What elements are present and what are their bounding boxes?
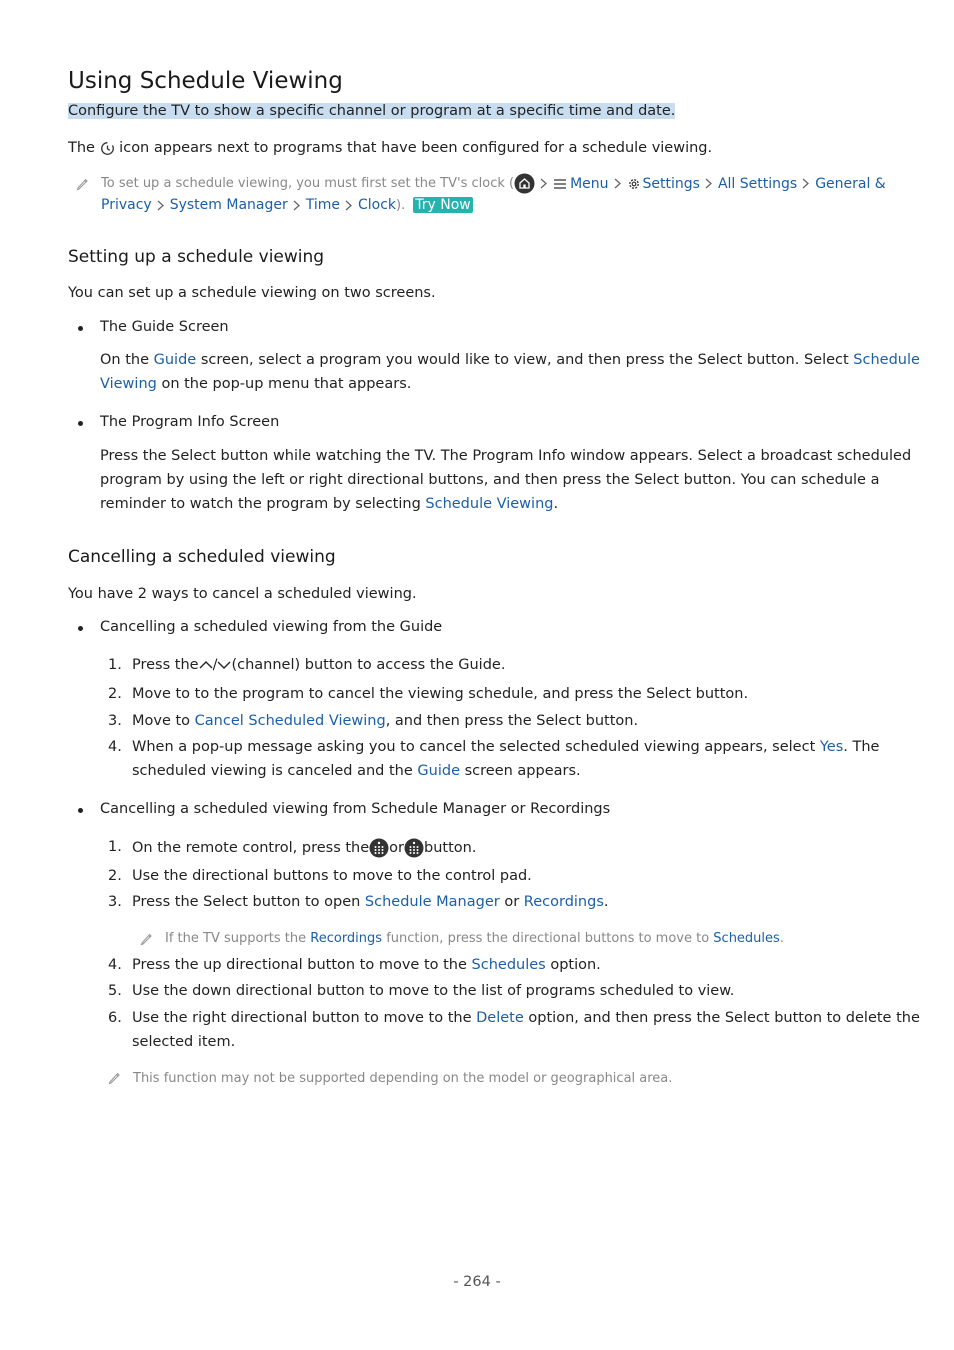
paragraph-line: Viewing on the pop-up menu that appears.: [100, 376, 412, 392]
recordings-link[interactable]: Recordings: [310, 931, 383, 946]
home-icon: [514, 173, 535, 194]
try-now-button[interactable]: Try Now: [415, 197, 471, 213]
guide-link[interactable]: Guide: [153, 352, 197, 368]
delete-link[interactable]: Delete: [476, 1010, 524, 1026]
bullet-dot: [78, 326, 83, 331]
step-number: 2.: [108, 868, 122, 884]
page-title: Using Schedule Viewing: [68, 68, 343, 94]
step-text: scheduled viewing is canceled and the Guide screen appears.: [132, 763, 581, 779]
step-text: On the remote control, press the or button.: [132, 840, 477, 856]
chevron-right-icon: [611, 178, 625, 189]
paragraph-line: reminder to watch the program by selecting Schedule Viewing.: [100, 496, 559, 512]
chevron-right-icon: [799, 178, 813, 189]
note-clock-path: To set up a schedule viewing, you must first set the TV's clock ( Menu Settings All Settings General &: [101, 173, 886, 194]
schedule-viewing-link[interactable]: Schedule Viewing: [425, 496, 554, 512]
clock-link[interactable]: Clock: [358, 197, 397, 213]
paragraph-line: program by using the left or right directional buttons, and then press the Select button. You can schedule a: [100, 472, 880, 488]
chevron-right-icon: [342, 200, 356, 211]
bullet-dot: [78, 421, 83, 426]
yes-link[interactable]: Yes: [819, 739, 844, 755]
remote-number-button-icon: [404, 838, 424, 858]
section-intro: You can set up a schedule viewing on two screens.: [68, 285, 436, 301]
step-text: Press the / (channel) button to access the Guide.: [132, 657, 506, 673]
bullet-title-from-guide: Cancelling a scheduled viewing from the Guide: [100, 619, 443, 635]
page-number: - 264 -: [453, 1274, 501, 1290]
guide-link[interactable]: Guide: [417, 763, 460, 779]
paragraph-line: On the Guide screen, select a program you would like to view, and then press the Select button. Select Schedule: [100, 352, 920, 368]
channel-down-icon: [217, 660, 231, 670]
step-number: 3.: [108, 894, 122, 910]
menu-icon: [553, 178, 567, 190]
schedule-clock-icon: [100, 141, 115, 156]
step-number: 1.: [108, 657, 122, 673]
cancel-scheduled-viewing-link[interactable]: Cancel Scheduled Viewing: [194, 713, 386, 729]
bullet-dot: [78, 626, 83, 631]
availability-note: This function may not be supported depending on the model or geographical area.: [133, 1071, 673, 1086]
step-number: 3.: [108, 713, 122, 729]
section-heading-setup: Setting up a schedule viewing: [68, 247, 325, 267]
recordings-link[interactable]: Recordings: [523, 894, 604, 910]
menu-link[interactable]: Menu: [570, 175, 609, 192]
pencil-note-icon: [139, 932, 153, 946]
step-number: 4.: [108, 739, 122, 755]
step-number: 1.: [108, 839, 122, 855]
section-intro: You have 2 ways to cancel a scheduled viewing.: [68, 586, 417, 602]
step-text: Use the right directional button to move to the Delete option, and then press the Select button to delete the: [132, 1010, 920, 1026]
schedule-viewing-link[interactable]: Viewing: [100, 376, 157, 392]
step-text: Move to Cancel Scheduled Viewing, and then press the Select button.: [132, 713, 639, 729]
remote-number-button-icon: [369, 838, 389, 858]
paragraph-line: Press the Select button while watching the TV. The Program Info window appears. Select a broadcast scheduled: [100, 448, 912, 464]
bullet-title-from-schedule-manager: Cancelling a scheduled viewing from Schedule Manager or Recordings: [100, 801, 611, 817]
step-text: Use the directional buttons to move to the control pad.: [132, 868, 532, 884]
all-settings-link[interactable]: All Settings: [717, 175, 798, 192]
time-link[interactable]: Time: [305, 197, 340, 213]
step-text: selected item.: [132, 1034, 236, 1050]
pencil-note-icon: [75, 177, 89, 191]
schedules-link[interactable]: Schedules: [713, 931, 780, 946]
step-number: 4.: [108, 957, 122, 973]
chevron-right-icon: [537, 178, 551, 189]
step-number: 6.: [108, 1010, 122, 1026]
step-text: Press the up directional button to move to the Schedules option.: [132, 957, 601, 973]
pencil-note-icon: [107, 1071, 121, 1085]
chevron-right-icon: [290, 200, 304, 211]
bullet-title-program-info: The Program Info Screen: [100, 414, 280, 430]
schedule-manager-link[interactable]: Schedule Manager: [364, 894, 500, 910]
privacy-link[interactable]: Privacy: [101, 197, 152, 213]
recordings-note: If the TV supports the Recordings function, press the directional buttons to move to Schedules.: [165, 931, 784, 946]
gear-icon: [627, 177, 641, 191]
general-privacy-link[interactable]: General &: [815, 175, 886, 192]
settings-link[interactable]: Settings: [642, 175, 700, 192]
schedules-link[interactable]: Schedules: [471, 957, 546, 973]
intro-text: The icon appears next to programs that have been configured for a schedule viewing.: [68, 140, 713, 156]
channel-up-icon: [199, 660, 213, 670]
chevron-right-icon: [154, 200, 168, 211]
bullet-title-guide: The Guide Screen: [100, 319, 229, 335]
step-text: Move to to the program to cancel the viewing schedule, and press the Select button.: [132, 686, 749, 702]
section-heading-cancel: Cancelling a scheduled viewing: [68, 547, 336, 567]
step-number: 2.: [108, 686, 122, 702]
step-number: 5.: [108, 983, 122, 999]
chevron-right-icon: [702, 178, 716, 189]
step-text: Use the down directional button to move to the list of programs scheduled to view.: [132, 983, 735, 999]
step-text: When a pop-up message asking you to cancel the selected scheduled viewing appears, select Yes. The: [132, 739, 880, 755]
page-subtitle: Configure the TV to show a specific channel or program at a specific time and date.: [68, 103, 676, 119]
schedule-viewing-link[interactable]: Schedule: [853, 352, 920, 368]
step-text: Press the Select button to open Schedule Manager or Recordings.: [132, 894, 609, 910]
note-clock-path-line2: Privacy System Manager Time Clock ). Try Now: [101, 197, 471, 213]
system-manager-link[interactable]: System Manager: [169, 197, 288, 213]
bullet-dot: [78, 808, 83, 813]
